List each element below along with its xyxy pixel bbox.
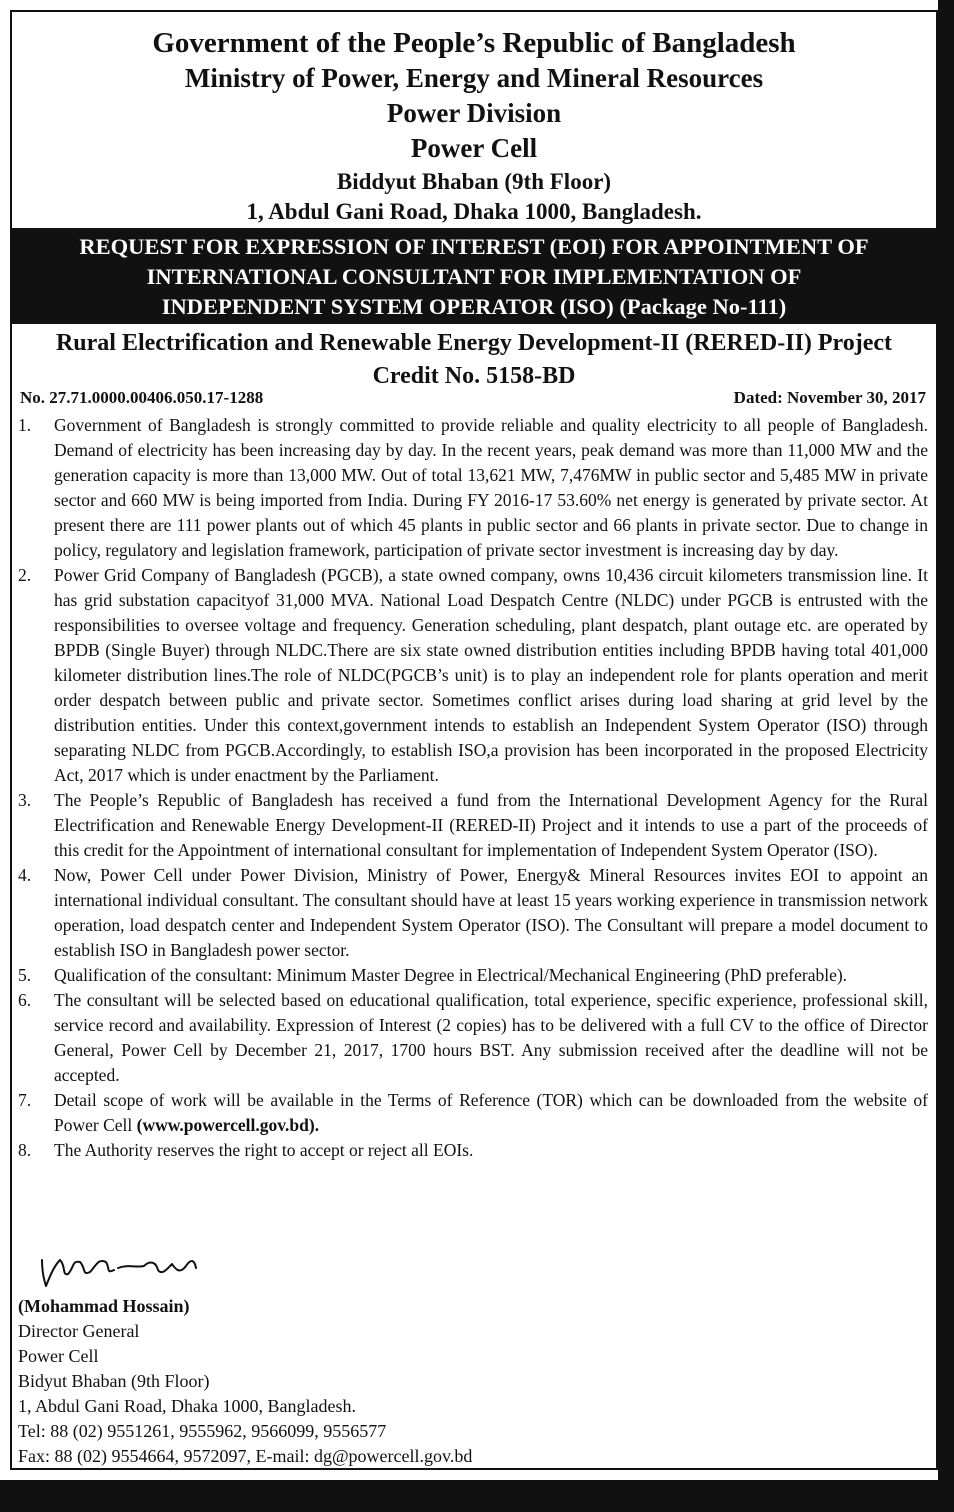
paragraph-text: The People’s Republic of Bangladesh has received a fund from the International Development Agency for the Rural Electrification and Renewable Energy Development-II (RERED-II) Project and it intends to use a part of the proceeds of this credit for the Appointment of international consultant for implementation of Independent System Operator (ISO). [54,790,928,860]
project-title: Rural Electrification and Renewable Energy Development-II (RERED-II) Project [55,330,893,356]
paragraph-text-main: Detail scope of work will be available in the Terms of Reference (TOR) which can be downloaded from the website of Power Cell [54,1090,928,1135]
banner-line-1: REQUEST FOR EXPRESSION OF INTEREST (EOI) FOR APPOINTMENT OF [79,234,869,259]
signatory-telephone: Tel: 88 (02) 9551261, 9555962, 9566099, 9556577 [18,1421,387,1441]
paragraph-text: Government of Bangladesh is strongly committed to provide reliable and quality electricity to all people of Bangladesh. Demand of electricity has been increasing day by day. In the recent years, peak demand was more than 11,000 MW and the generation capacity is more than 13,000 MW. Out of total 13,621 MW, 7,476MW in public sector and 5,485 MW in private sector and 660 MW is being imported from India. During FY 2016-17 53.60% net energy is generated by private sector. At present there are 111 power plants out of which 45 plants in public sector and 66 plants in private sector. Due to change in policy, regulatory and legislation framework, participation of private sector investment is increasing day by day. [54,415,928,560]
paragraph-text: Power Grid Company of Bangladesh (PGCB), a state owned company, owns 10,436 circuit kilometers transmission line. It has grid substation capacityof 31,000 MVA. National Load Despatch Centre (NLDC) under PGCB is entrusted with the responsibilities to oversee voltage and frequency. Generation scheduling, plant despatch, plant outage etc. are operated by BPDB (Single Buyer) through NLDC.There are six state owned distribution entities including BPDB having total 401,000 kilometer distribution lines.The role of NLDC(PGCB’s unit) is to play an independent role for plants operation and merit order despatch between public and private sector. Sometimes conflict arises during load sharing at grid level by the distribution entities. Under this context,government intends to establish an Independent System Operator (ISO) through separating NLDC from PGCB.Accordingly, to establish ISO,a provision has been incorporated in the proposed Electricity Act, 2017 which is under enactment by the Parliament. [54,565,928,785]
header-division: Power Division [386,98,562,128]
header-building: Biddyut Bhaban (9th Floor) [336,169,612,194]
header-address: 1, Abdul Gani Road, Dhaka 1000, Bangladesh. [246,199,702,224]
paragraph [18,563,928,788]
handwritten-signature [36,1246,206,1290]
paragraph-number: 4. [18,865,32,885]
paragraph [18,963,928,988]
header-ministry: Ministry of Power, Energy and Mineral Resources [184,63,764,93]
signatory-name: (Mohammad Hossain) [18,1296,190,1316]
paragraph [18,413,928,563]
signatory-building: Bidyut Bhaban (9th Floor) [18,1371,210,1391]
paragraph-number: 8. [18,1140,32,1160]
paragraph [18,863,928,963]
paragraph-text [54,1088,928,1138]
paragraph-number: 1. [18,415,32,435]
header-cell: Power Cell [410,133,538,163]
notice-body [18,413,928,1163]
paragraph-number: 6. [18,990,32,1010]
paragraph-text: Qualification of the consultant: Minimum Master Degree in Electrical/Mechanical Engineering (PhD preferable). [54,965,848,985]
banner-line-3: INDEPENDENT SYSTEM OPERATOR (ISO) (Package No-111) [161,294,787,319]
paragraph-number: 3. [18,790,32,810]
paragraph [18,788,928,863]
credit-number: Credit No. 5158-BD [372,363,576,389]
eoi-title-banner [12,228,936,324]
scan-edge-bottom [0,1480,954,1512]
header-government: Government of the People’s Republic of Bangladesh [152,27,796,59]
paragraph [18,1138,928,1163]
signatory-block [18,1294,472,1469]
reference-number: No. 27.71.0000.00406.050.17-1288 [20,388,264,407]
signatory-office: Power Cell [18,1346,99,1366]
paragraph-text: Now, Power Cell under Power Division, Ministry of Power, Energy& Mineral Resources invites EOI to appoint an international individual consultant. The consultant should have at least 15 years working experience in transmission network operation, load despatch center and Independent System Operator (ISO). The Consultant will prepare a model document to establish ISO in Bangladesh power sector. [54,865,928,960]
paragraph-number: 2. [18,565,32,585]
banner-line-2: INTERNATIONAL CONSULTANT FOR IMPLEMENTATION OF [146,264,802,289]
paragraph [18,988,928,1088]
paragraph-text: The Authority reserves the right to accept or reject all EOIs. [54,1140,474,1160]
paragraph-number: 5. [18,965,32,985]
paragraph [18,1088,928,1138]
paragraph-text: The consultant will be selected based on educational qualification, total experience, specific experience, professional skill, service record and availability. Expression of Interest (2 copies) has to be delivered with a full CV to the office of Director General, Power Cell by December 21, 2017, 1700 hours BST. Any submission received after the deadline will not be accepted. [54,990,928,1085]
website-link-text: (www.powercell.gov.bd). [136,1115,320,1135]
paragraph-number: 7. [18,1090,32,1110]
scan-edge-right [938,0,954,1512]
notice-date: Dated: November 30, 2017 [733,388,926,407]
signatory-address: 1, Abdul Gani Road, Dhaka 1000, Bangladesh. [18,1396,356,1416]
signatory-fax-email: Fax: 88 (02) 9554664, 9572097, E-mail: dg@powercell.gov.bd [18,1446,473,1466]
signatory-designation: Director General [18,1321,140,1341]
